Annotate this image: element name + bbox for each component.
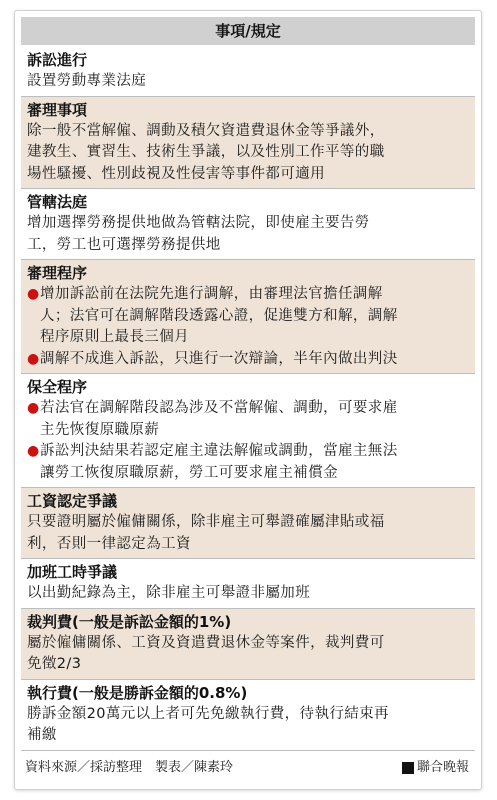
row-body-line: 補繳 (27, 727, 57, 743)
brand-logo-square-icon (402, 762, 414, 774)
table-row (21, 47, 475, 97)
bullet-item (27, 441, 469, 484)
brand (402, 755, 469, 781)
bullet-dot-icon: ● (27, 443, 40, 459)
row-body-line: 場性騷擾、性別歧視及性侵害等事件都可適用 (27, 165, 325, 182)
source-credit: 資料來源／採訪整理 製表／陳素玲 (25, 760, 234, 775)
bullet-line: 主先恢復原職原薪 (40, 421, 160, 438)
row-body-line: 除一般不當解僱、調動及積欠資遣費退休金等爭議外， (27, 122, 385, 139)
regulation-table-card (14, 10, 482, 790)
table-row (21, 97, 475, 190)
table-row (21, 374, 475, 488)
table-row (21, 488, 475, 559)
table-header: 事項/規定 (21, 17, 475, 45)
bullet-line: 訴訟判決結果若認定雇主違法解僱或調動，當雇主無法 (40, 443, 398, 459)
bullet-line: 調解不成進入訴訟，只進行一次辯論，半年內做出判決 (40, 350, 398, 367)
bullet-line: 若法官在調解階段認為涉及不當解僱、調動，可要求雇 (40, 400, 398, 416)
table-rows (21, 47, 475, 751)
bullet-line: 程序原則上最長三個月 (40, 329, 189, 345)
row-title: 加班工時爭議 (27, 563, 118, 581)
row-body-line: 建教生、實習生、技術生爭議，以及性別工作平等的職 (27, 144, 385, 160)
row-title: 審理事項 (27, 100, 88, 119)
bullet-line: 人；法官可在調解階段透露心證，促進雙方和解，調解 (40, 307, 398, 324)
table-row (21, 559, 475, 609)
row-body-line: 增加選擇勞務提供地做為管轄法院，即使雇主要告勞 (27, 215, 370, 231)
table-row (21, 609, 475, 680)
row-body-line: 勝訴金額20萬元以上者可先免繳執行費，待執行結束再 (27, 705, 389, 722)
brand-name: 聯合晚報 (416, 760, 469, 775)
bullet-dot-icon: ● (27, 400, 40, 416)
row-title: 執行費(一般是勝訴金額的0.8%) (27, 683, 248, 702)
table-row (21, 189, 475, 260)
table-row (21, 680, 475, 751)
bullet-dot-icon: ● (27, 286, 40, 302)
row-title: 審理程序 (27, 264, 88, 282)
row-body-line: 利，否則一律認定為工資 (27, 535, 191, 552)
row-body-line: 設置勞動專業法庭 (27, 73, 147, 89)
bullet-dot-icon: ● (27, 350, 40, 367)
row-title: 裁判費(一般是訴訟金額的1%) (27, 612, 232, 631)
row-title: 訴訟進行 (27, 51, 88, 69)
bullet-item (27, 398, 469, 441)
row-title: 保全程序 (27, 378, 88, 396)
row-body-line: 以出勤紀錄為主，除非雇主可舉證非屬加班 (27, 585, 311, 601)
bullet-line: 增加訴訟前在法院先進行調解，由審理法官擔任調解 (40, 286, 383, 302)
row-body-line: 工，勞工也可選擇勞務提供地 (27, 236, 221, 253)
table-row (21, 260, 475, 374)
row-body-line: 免徵2/3 (27, 656, 82, 672)
table-footer (21, 755, 475, 781)
row-body-line: 只要證明屬於僱傭關係，除非雇主可舉證確屬津貼或福 (27, 514, 385, 530)
row-title: 工資認定爭議 (27, 492, 118, 510)
row-body-line: 屬於僱傭關係、工資及資遣費退休金等案件，裁判費可 (27, 634, 385, 651)
bullet-line: 讓勞工恢復原職原薪，勞工可要求雇主補償金 (40, 464, 338, 481)
row-title: 管轄法庭 (27, 193, 88, 211)
bullet-item (27, 284, 469, 349)
bullet-item (27, 349, 469, 371)
